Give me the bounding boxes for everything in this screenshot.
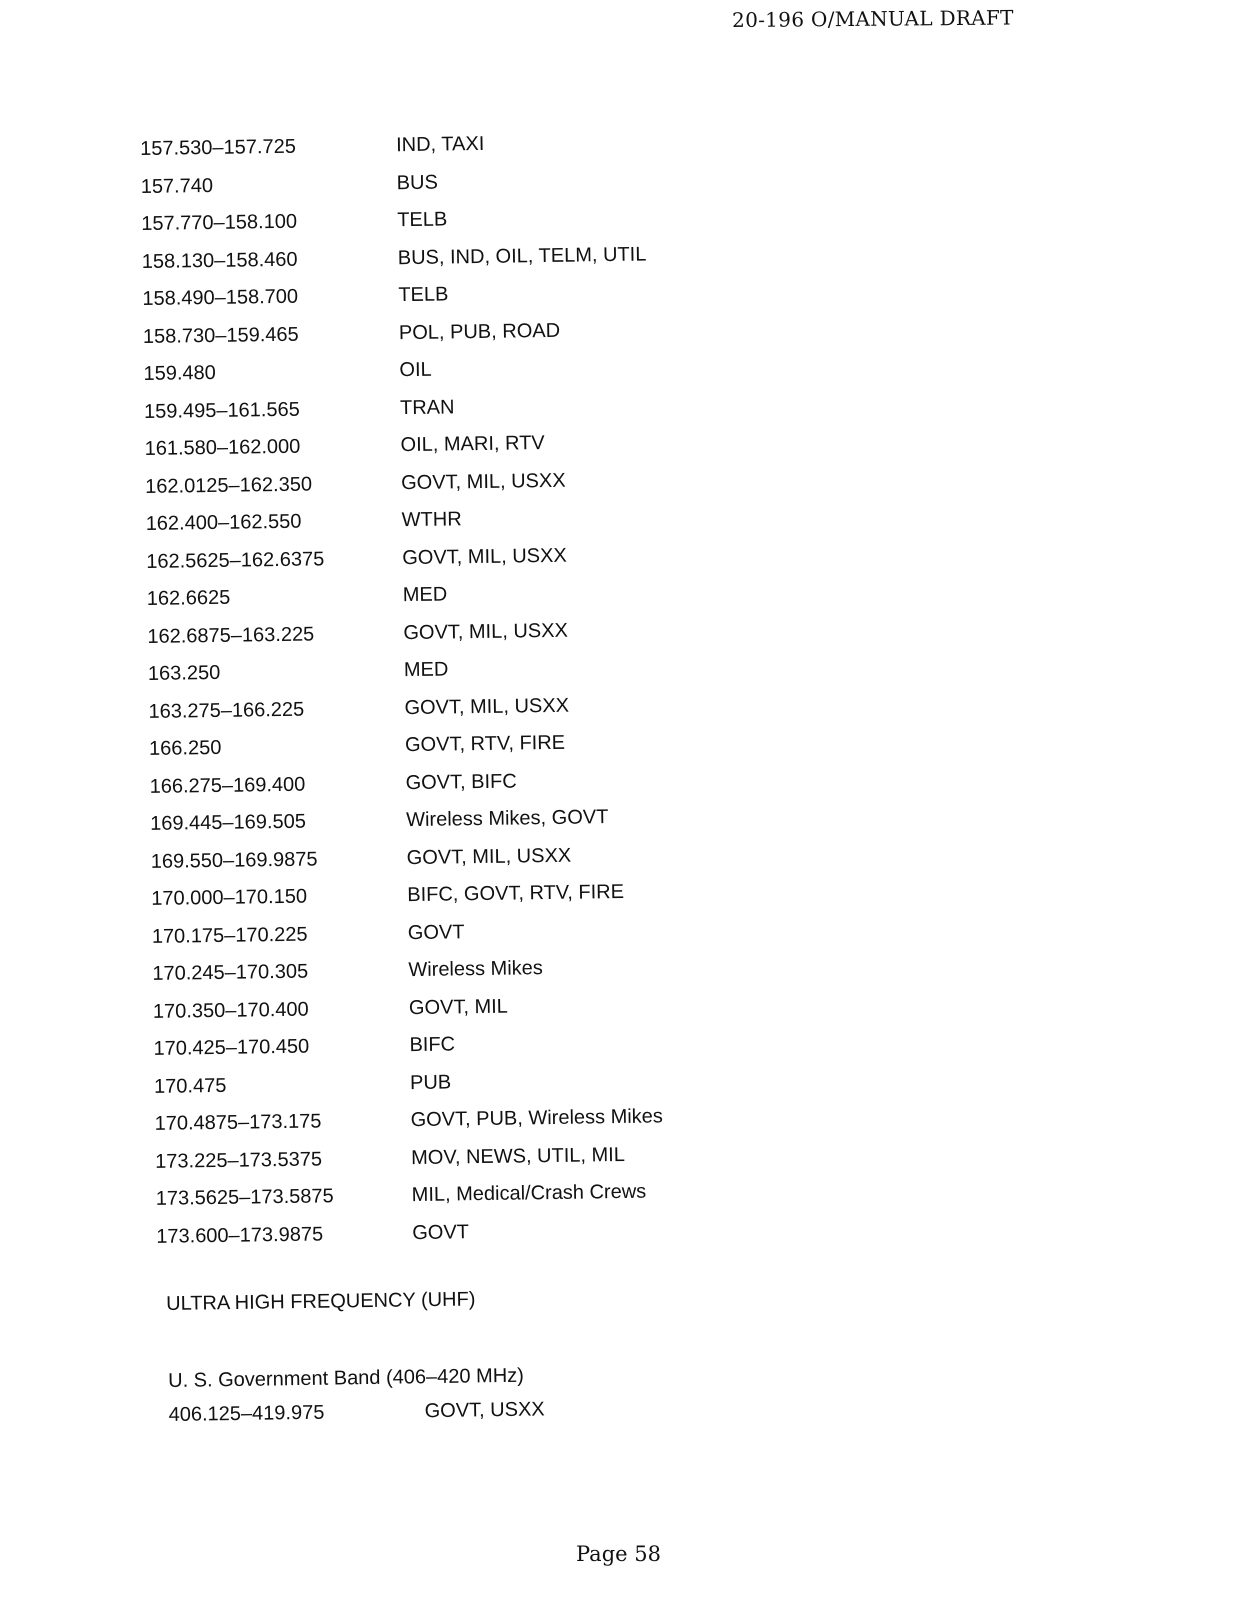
- frequency-cell: 162.5625–162.6375: [146, 547, 325, 573]
- usage-cell: PUB: [409, 1070, 452, 1094]
- frequency-cell: 161.580–162.000: [144, 435, 301, 460]
- usage-cell: BIFC: [409, 1033, 456, 1057]
- usage-cell: GOVT, USXX: [424, 1398, 545, 1423]
- frequency-cell: 163.250: [147, 661, 221, 685]
- usage-cell: POL, PUB, ROAD: [398, 319, 561, 344]
- usage-cell: OIL, MARI, RTV: [400, 432, 545, 457]
- usage-cell: MOV, NEWS, UTIL, MIL: [410, 1143, 626, 1169]
- usage-cell: GOVT, MIL, USXX: [403, 619, 568, 644]
- usage-cell: OIL: [399, 358, 432, 382]
- frequency-cell: 173.5625–173.5875: [155, 1185, 334, 1210]
- usage-cell: Wireless Mikes, GOVT: [405, 806, 609, 832]
- frequency-cell: 162.0125–162.350: [145, 472, 313, 498]
- usage-cell: GOVT, PUB, Wireless Mikes: [410, 1105, 663, 1132]
- usage-cell: Wireless Mikes: [408, 957, 543, 982]
- frequency-cell: 170.4875–173.175: [154, 1110, 322, 1135]
- frequency-cell: 163.275–166.225: [148, 698, 305, 723]
- usage-cell: BIFC, GOVT, RTV, FIRE: [407, 880, 625, 907]
- document-header: 20-196 O/MANUAL DRAFT: [732, 5, 1014, 32]
- usage-cell: MED: [402, 583, 448, 607]
- usage-cell: GOVT, MIL, USXX: [406, 844, 572, 869]
- frequency-cell: 170.475: [153, 1074, 227, 1098]
- frequency-cell: 169.445–169.505: [150, 810, 307, 835]
- frequency-cell: 157.740: [140, 174, 214, 198]
- frequency-cell: 159.480: [143, 361, 216, 385]
- frequency-cell: 159.495–161.565: [143, 398, 300, 423]
- frequency-cell: 170.425–170.450: [153, 1035, 310, 1060]
- frequency-cell: 157.770–158.100: [141, 210, 298, 235]
- usage-cell: WTHR: [401, 508, 462, 532]
- usage-cell: TELB: [398, 283, 449, 307]
- frequency-cell: 170.175–170.225: [151, 923, 308, 948]
- frequency-cell: 170.350–170.400: [152, 998, 309, 1023]
- frequency-cell: 170.000–170.150: [151, 885, 308, 910]
- frequency-cell: 169.550–169.9875: [150, 847, 318, 873]
- usage-cell: TRAN: [399, 395, 455, 419]
- frequency-cell: 406.125–419.975: [168, 1401, 325, 1426]
- usage-cell: GOVT: [412, 1220, 470, 1244]
- frequency-cell: 173.225–173.5375: [155, 1147, 323, 1173]
- uhf-section-title: ULTRA HIGH FREQUENCY (UHF): [166, 1288, 476, 1315]
- frequency-cell: 162.6625: [146, 586, 231, 610]
- usage-cell: GOVT, BIFC: [405, 769, 517, 794]
- usage-cell: MED: [403, 658, 449, 682]
- usage-cell: GOVT, RTV, FIRE: [404, 731, 566, 757]
- frequency-cell: 162.400–162.550: [145, 510, 302, 535]
- frequency-cell: 166.275–169.400: [149, 773, 306, 798]
- frequency-cell: 170.245–170.305: [152, 960, 309, 985]
- government-band-section: [168, 1359, 889, 1441]
- usage-cell: BUS: [396, 171, 438, 194]
- usage-cell: TELB: [397, 208, 448, 232]
- usage-cell: BUS, IND, OIL, TELM, UTIL: [397, 243, 647, 269]
- frequency-cell: 173.600–173.9875: [156, 1222, 324, 1248]
- usage-cell: GOVT, MIL, USXX: [402, 544, 567, 569]
- frequency-cell: 166.250: [148, 736, 222, 760]
- usage-cell: GOVT, MIL, USXX: [400, 469, 566, 494]
- usage-cell: IND, TAXI: [395, 132, 485, 157]
- frequency-cell: 158.130–158.460: [141, 248, 298, 273]
- page-number: Page 58: [576, 1542, 661, 1566]
- usage-cell: GOVT: [407, 920, 465, 944]
- frequency-cell: 158.730–159.465: [142, 323, 299, 348]
- frequency-cell: 157.530–157.725: [140, 135, 297, 160]
- government-band-title: U. S. Government Band (406–420 MHz): [168, 1364, 525, 1392]
- usage-cell: GOVT, MIL: [408, 995, 508, 1019]
- frequency-cell: 158.490–158.700: [142, 285, 299, 310]
- frequency-cell: 162.6875–163.225: [147, 622, 315, 648]
- usage-cell: GOVT, MIL, USXX: [404, 694, 570, 719]
- usage-cell: MIL, Medical/Crash Crews: [411, 1180, 647, 1207]
- frequency-allocation-table: [140, 127, 877, 1263]
